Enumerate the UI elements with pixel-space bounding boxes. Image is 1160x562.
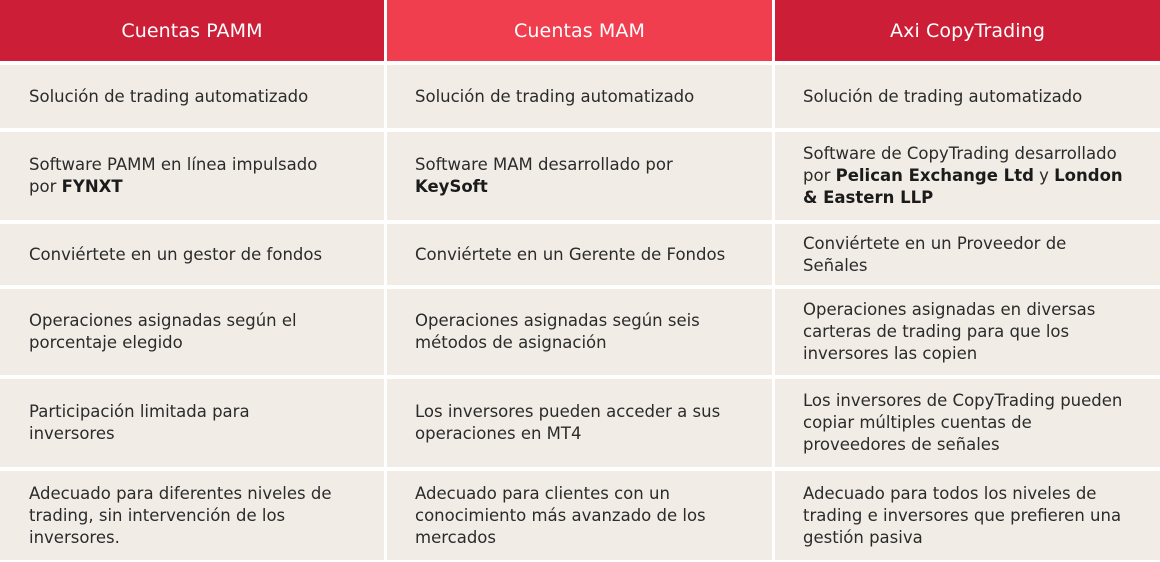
cell-mam-row6: Adecuado para clientes con un conocimiento más avanzado de los mercados	[387, 471, 772, 560]
cell-pamm-row1: Solución de trading automatizado	[0, 65, 384, 128]
cell-copy-row3: Conviértete en un Proveedor de Señales	[775, 224, 1160, 285]
cell-pamm-row4: Operaciones asignadas según el porcentaje elegido	[0, 289, 384, 375]
provider-name: London & Eastern LLP	[803, 166, 1123, 207]
cell-pamm-row2: Software PAMM en línea impulsado por FYNXT	[0, 132, 384, 220]
header-copytrading: Axi CopyTrading	[775, 0, 1160, 61]
provider-name: KeySoft	[415, 177, 488, 196]
cell-copy-row5: Los inversores de CopyTrading pueden copiar múltiples cuentas de proveedores de señales	[775, 379, 1160, 467]
cell-copy-row2: Software de CopyTrading desarrollado por Pelican Exchange Ltd y London & Eastern LLP	[775, 132, 1160, 220]
header-pamm: Cuentas PAMM	[0, 0, 384, 61]
cell-pamm-row3: Conviértete en un gestor de fondos	[0, 224, 384, 285]
cell-copy-row4: Operaciones asignadas en diversas carteras de trading para que los inversores las copien	[775, 289, 1160, 375]
cell-pamm-row5: Participación limitada para inversores	[0, 379, 384, 467]
cell-mam-row5: Los inversores pueden acceder a sus operaciones en MT4	[387, 379, 772, 467]
provider-name: FYNXT	[61, 177, 123, 196]
provider-name: Pelican Exchange Ltd	[835, 166, 1034, 185]
header-mam: Cuentas MAM	[387, 0, 772, 61]
cell-mam-row1: Solución de trading automatizado	[387, 65, 772, 128]
cell-copy-row1: Solución de trading automatizado	[775, 65, 1160, 128]
cell-pamm-row6: Adecuado para diferentes niveles de trading, sin intervención de los inversores.	[0, 471, 384, 560]
cell-mam-row2: Software MAM desarrollado por KeySoft	[387, 132, 772, 220]
cell-copy-row6: Adecuado para todos los niveles de trading e inversores que prefieren una gestión pasiva	[775, 471, 1160, 560]
cell-mam-row4: Operaciones asignadas según seis métodos de asignación	[387, 289, 772, 375]
cell-mam-row3: Conviértete en un Gerente de Fondos	[387, 224, 772, 285]
